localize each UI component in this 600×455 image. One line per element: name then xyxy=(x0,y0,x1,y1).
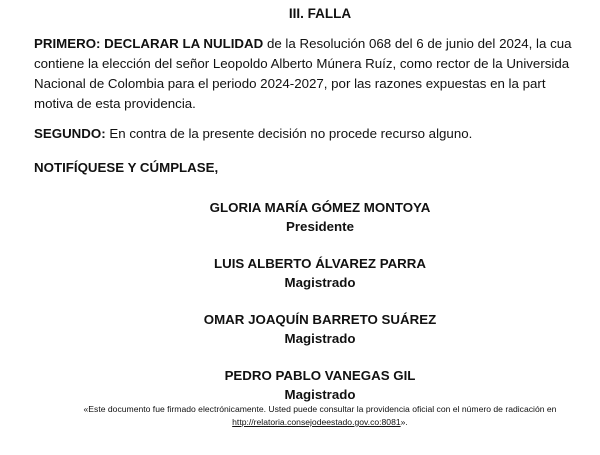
primero-line-4: motiva de esta providencia. xyxy=(34,96,196,111)
primero-label: PRIMERO: DECLARAR LA NULIDAD xyxy=(34,36,264,51)
signatory-name: OMAR JOAQUÍN BARRETO SUÁREZ xyxy=(203,312,437,327)
signatory-role: Presidente xyxy=(286,219,354,234)
segundo-paragraph xyxy=(34,124,600,144)
footnote-link-line xyxy=(0,416,600,429)
primero-line-3: Nacional de Colombia para el periodo 2024-2027, por las razones expuestas en la part xyxy=(34,76,546,91)
signature-block xyxy=(0,366,600,404)
closing-formula: NOTIFÍQUESE Y CÚMPLASE, xyxy=(34,160,219,175)
segundo-label: SEGUNDO: xyxy=(34,126,106,141)
primero-line-2: contiene la elección del señor Leopoldo Alberto Múnera Ruíz, como rector de la Universida xyxy=(34,56,570,71)
signatory-name: GLORIA MARÍA GÓMEZ MONTOYA xyxy=(209,200,431,215)
signatory-role: Magistrado xyxy=(284,387,356,402)
primero-line-1-text: de la Resolución 068 del 6 de junio del 2024, la cua xyxy=(263,36,572,51)
footnote xyxy=(0,403,600,429)
signatory-role: Magistrado xyxy=(284,275,356,290)
footnote-suffix: ». xyxy=(400,417,408,427)
signatory-role: Magistrado xyxy=(284,331,356,346)
relatoria-link[interactable]: http://relatoria.consejodeestado.gov.co:8081 xyxy=(232,417,401,427)
signature-block xyxy=(0,254,600,292)
segundo-text: En contra de la presente decisión no procede recurso alguno. xyxy=(105,126,473,141)
signature-block xyxy=(0,310,600,348)
section-heading: III. FALLA xyxy=(288,6,352,21)
signature-block xyxy=(0,198,600,236)
signatory-name: LUIS ALBERTO ÁLVAREZ PARRA xyxy=(213,256,426,271)
primero-paragraph xyxy=(34,34,600,114)
footnote-line: «Este documento fue firmado electrónicamente. Usted puede consultar la providencia oficial con el número de radicación en xyxy=(83,404,557,414)
primero-line-1 xyxy=(34,34,600,54)
signatory-name: PEDRO PABLO VANEGAS GIL xyxy=(224,368,416,383)
